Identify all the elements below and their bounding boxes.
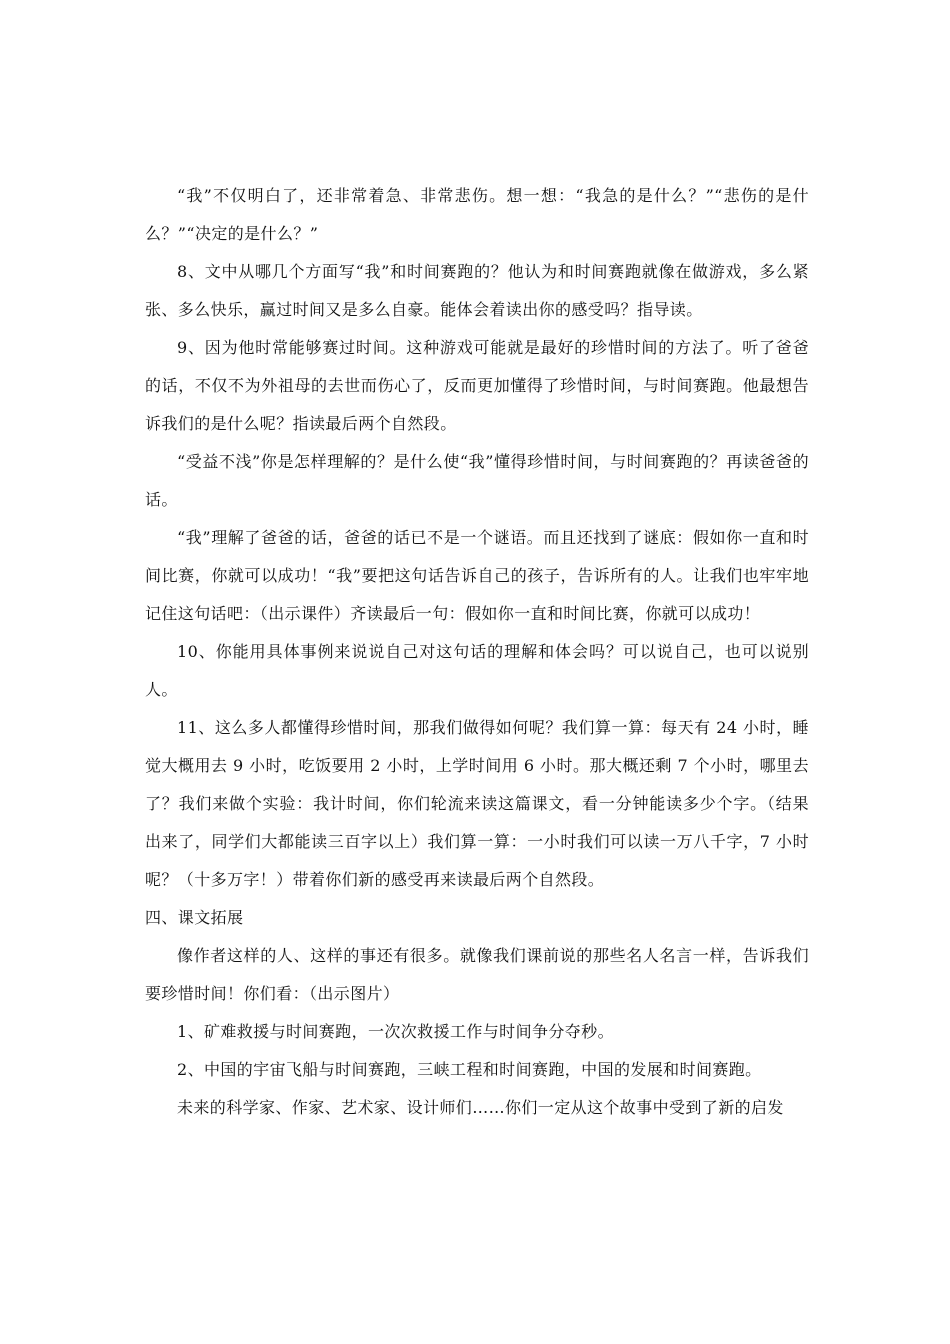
paragraph-riddle-answer: “我”理解了爸爸的话，爸爸的话已不是一个谜语。而且还找到了谜底：假如你一直和时间比赛，你就可以成功！“我”要把这句话告诉自己的孩子，告诉所有的人。让我们也牢牢地记住这句话吧：（出示课件）齐读最后一句：假如你一直和时间比赛，你就可以成功！ (145, 528, 809, 623)
paragraph-future: 未来的科学家、作家、艺术家、设计师们……你们一定从这个故事中受到了新的启发 (177, 1098, 784, 1117)
paragraph-benefit: “受益不浅”你是怎样理解的？是什么使“我”懂得珍惜时间，与时间赛跑的？再读爸爸的话。 (145, 452, 809, 509)
paragraph-item-10: 10、你能用具体事例来说说自己对这句话的理解和体会吗？可以说自己，也可以说别人。 (145, 642, 809, 699)
section-heading-extension: 四、课文拓展 (145, 908, 244, 927)
paragraph-worry-sorrow: “我”不仅明白了，还非常着急、非常悲伤。想一想：“我急的是什么？”“悲伤的是什么？”“决定的是什么？” (145, 186, 809, 243)
paragraph-extension-intro: 像作者这样的人、这样的事还有很多。就像我们课前说的那些名人名言一样，告诉我们要珍惜时间！你们看：（出示图片） (145, 946, 809, 1003)
paragraph-item-9: 9、因为他时常能够赛过时间。这种游戏可能就是最好的珍惜时间的方法了。听了爸爸的话，不仅不为外祖母的去世而伤心了，反而更加懂得了珍惜时间，与时间赛跑。他最想告诉我们的是什么呢？指读最后两个自然段。 (145, 338, 809, 433)
paragraph-example-2: 2、中国的宇宙飞船与时间赛跑，三峡工程和时间赛跑，中国的发展和时间赛跑。 (177, 1060, 762, 1079)
paragraph-example-1: 1、矿难救援与时间赛跑，一次次救援工作与时间争分夺秒。 (177, 1022, 614, 1041)
document-body (145, 177, 809, 1127)
paragraph-item-11: 11、这么多人都懂得珍惜时间，那我们做得如何呢？我们算一算：每天有 24 小时，睡觉大概用去 9 小时，吃饭要用 2 小时，上学时间用 6 小时。那大概还剩 7 个小时，哪里去了？我们来做个实验：我计时间，你们轮流来读这篇课文，看一分钟能读多少个字。（结果出来了，同学们大都能读三百字以上）我们算一算：一小时我们可以读一万八千字，7 小时呢？（十多万字！）带着你们新的感受再来读最后两个自然段。 (145, 718, 809, 889)
paragraph-item-8: 8、文中从哪几个方面写“我”和时间赛跑的？他认为和时间赛跑就像在做游戏，多么紧张、多么快乐，赢过时间又是多么自豪。能体会着读出你的感受吗？指导读。 (145, 262, 809, 319)
